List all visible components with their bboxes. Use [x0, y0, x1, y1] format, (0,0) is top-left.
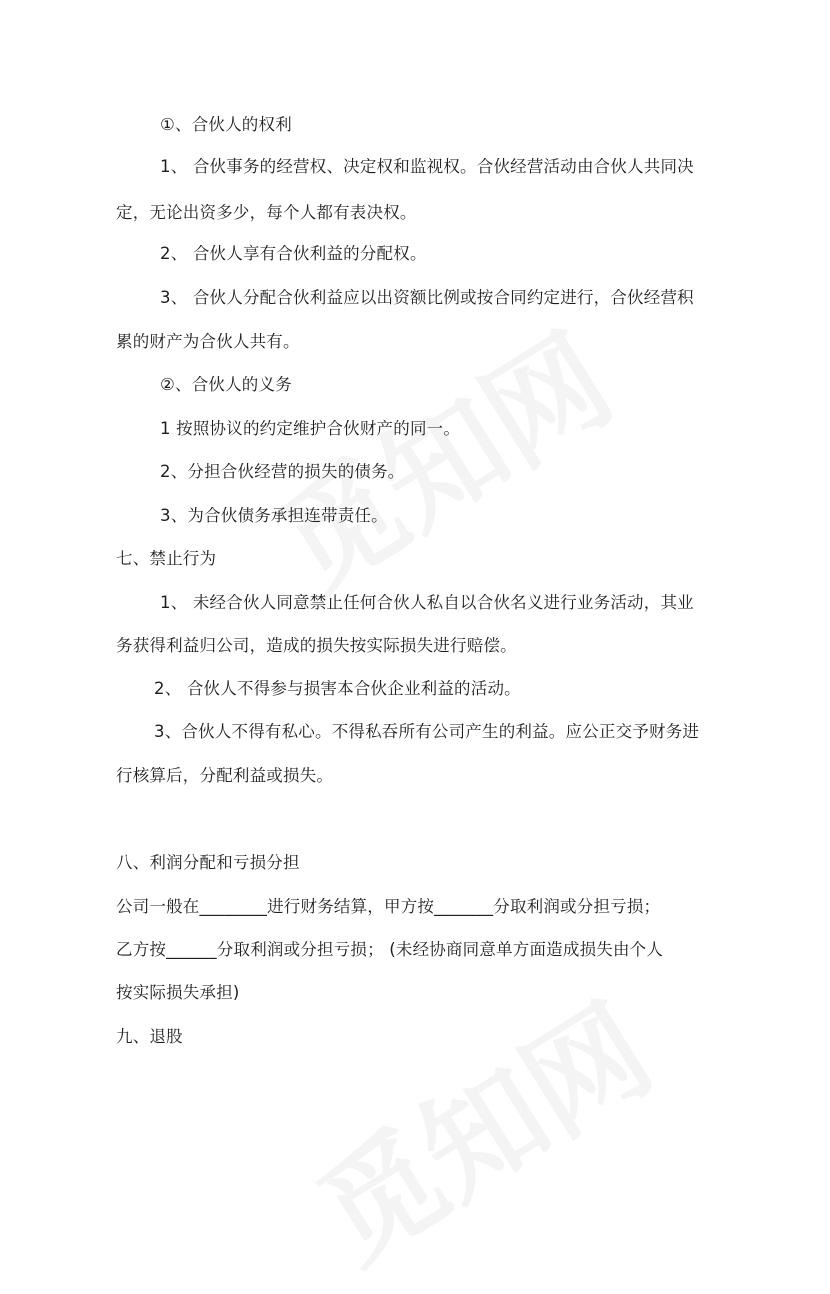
paragraph-line: 累的财产为合伙人共有。 [116, 332, 300, 351]
paragraph-line: 行核算后，分配利益或损失。 [116, 766, 334, 785]
paragraph-line: 公司一般在________进行财务结算，甲方按_______分取利润或分担亏损； [116, 897, 661, 916]
paragraph-line: 2、分担合伙经营的损失的债务。 [160, 462, 405, 481]
paragraph-line: 1、 未经合伙人同意禁止任何合伙人私自以合伙名义进行业务活动，其业 [160, 593, 694, 612]
watermark [242, 288, 638, 625]
paragraph-line: 定，无论出资多少，每个人都有表决权。 [116, 203, 417, 222]
paragraph-line: 2、 合伙人享有合伙利益的分配权。 [160, 244, 427, 263]
subsection-heading-duties: ②、合伙人的义务 [160, 375, 292, 394]
paragraph-line: 3、为合伙债务承担连带责任。 [160, 506, 388, 525]
section-heading-profit: 八、利润分配和亏损分担 [116, 853, 300, 872]
paragraph-line: 3、合伙人不得有私心。不得私吞所有公司产生的利益。应公正交予财务进 [154, 722, 700, 741]
paragraph-line: 3、 合伙人分配合伙利益应以出资额比例或按合同约定进行，合伙经营积 [160, 288, 694, 307]
section-heading-withdrawal: 九、退股 [116, 1027, 183, 1046]
subsection-heading-rights: ①、合伙人的权利 [160, 115, 292, 134]
paragraph-line: 务获得利益归公司，造成的损失按实际损失进行赔偿。 [116, 636, 517, 655]
paragraph-line: 按实际损失承担) [116, 983, 240, 1002]
paragraph-line: 1 按照协议的约定维护合伙财产的同一。 [160, 419, 461, 438]
paragraph-line: 2、 合伙人不得参与损害本合伙企业利益的活动。 [154, 679, 521, 698]
watermark [282, 958, 678, 1294]
section-heading-prohibited: 七、禁止行为 [116, 549, 217, 568]
paragraph-line: 乙方按______分取利润或分担亏损； (未经协商同意单方面造成损失由个人 [116, 940, 664, 959]
paragraph-line: 1、 合伙事务的经营权、决定权和监视权。合伙经营活动由合伙人共同决 [160, 157, 694, 176]
